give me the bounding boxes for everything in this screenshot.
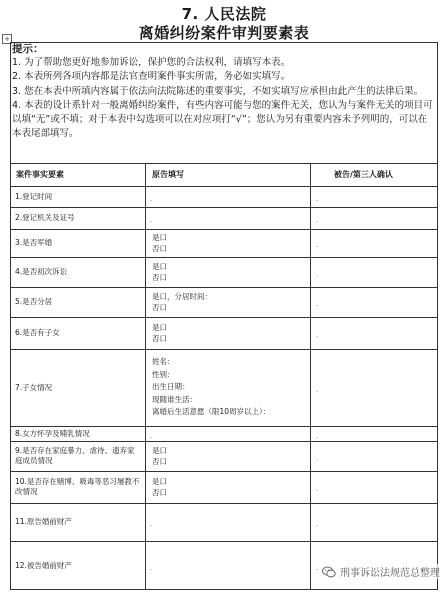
row-divider	[10, 441, 438, 442]
form-title: 离婚纠纷案件审判要素表	[138, 24, 310, 42]
answer-option[interactable]: 现随谁生活：	[152, 394, 197, 404]
confirm-field[interactable]: .	[316, 485, 319, 493]
answer-option[interactable]: 是口，分居时间：	[152, 292, 212, 301]
column-divider	[310, 163, 311, 590]
row-label: 1.登记时间	[15, 191, 53, 201]
column-header: 被告/第三人确认	[334, 170, 393, 179]
notes-section	[12, 42, 436, 162]
answer-option[interactable]: 否口	[152, 457, 167, 466]
row-divider	[10, 503, 438, 504]
answer-option[interactable]: 离婚后生活意愿（限10周岁以上）：	[152, 407, 271, 417]
answer-field[interactable]: .	[150, 194, 153, 203]
row-divider	[10, 257, 438, 258]
row-label: 7.子女情况	[15, 382, 53, 392]
row-label: 4.是否初次诉讼	[15, 267, 68, 276]
confirm-field[interactable]: .	[316, 520, 319, 528]
answer-option[interactable]: 是口	[152, 477, 167, 486]
answer-field[interactable]: .	[150, 520, 153, 528]
row-label: 11.原告婚前财产	[15, 517, 72, 526]
note-item: 4. 本表的设计系针对一般离婚纠纷案件，有些内容可能与您的案件无关，您认为与案件无关的项目可以填“无”或不填；对于本表中勾选项可以在对应项打“√”；您认为另有重要内容未予列明的，可以在本表尾部填写。	[12, 99, 433, 140]
note-item: 1. 为了帮助您更好地参加诉讼，保护您的合法权利，请填写本表。	[12, 57, 291, 68]
row-divider	[10, 186, 438, 187]
answer-option[interactable]: 出生日期：	[152, 382, 190, 392]
confirm-field[interactable]: .	[316, 385, 319, 394]
answer-option[interactable]: 是口	[152, 446, 167, 455]
notes-hint: 提示：	[12, 43, 44, 55]
answer-option[interactable]: 是口	[152, 233, 167, 242]
note-item: 2. 本表所列各项内容都是法官查明案件事实所需，务必如实填写。	[12, 71, 291, 83]
column-divider	[145, 163, 146, 590]
row-label: 6.是否有子女	[15, 328, 60, 337]
confirm-field[interactable]: .	[316, 194, 319, 203]
answer-field[interactable]: .	[150, 563, 153, 572]
answer-field[interactable]: .	[150, 431, 153, 440]
confirm-field[interactable]: .	[316, 241, 319, 249]
row-divider	[10, 349, 438, 350]
answer-option[interactable]: 是口	[152, 323, 167, 332]
confirm-field[interactable]: .	[316, 563, 319, 572]
answer-option[interactable]: 否口	[152, 244, 167, 253]
row-divider	[10, 163, 438, 164]
answer-field[interactable]: .	[150, 216, 153, 224]
row-label: 10.是否存在赌博、吸毒等恶习屡教不改情况	[15, 477, 140, 496]
watermark	[322, 564, 440, 579]
row-divider	[10, 207, 438, 208]
court-title: 7. 人民法院	[181, 5, 267, 23]
watermark-text: 刑事诉讼法规范总整理	[340, 568, 440, 579]
answer-option[interactable]: 否口	[152, 488, 167, 497]
row-label: 9.是否存在家庭暴力、虐待、遗弃家庭成员情况	[15, 446, 135, 465]
row-divider	[10, 317, 438, 318]
answer-option[interactable]: 否口	[152, 303, 167, 312]
confirm-field[interactable]: .	[316, 331, 319, 339]
note-item: 3. 您在本表中所填内容属于依法向法院陈述的重要事实，不如实填写应承担由此产生的法律后果。	[12, 85, 424, 97]
row-label: 5.是否分居	[15, 297, 53, 306]
column-header: 原告填写	[152, 170, 184, 179]
row-divider	[10, 287, 438, 288]
answer-option[interactable]: 否口	[152, 273, 167, 282]
answer-option[interactable]: 是口	[152, 262, 167, 271]
row-label: 8.女方怀孕及哺乳情况	[15, 428, 90, 438]
confirm-field[interactable]: .	[316, 431, 319, 440]
row-label: 2.登记机关及证号	[15, 213, 75, 222]
table-move-handle-icon[interactable]: +	[2, 34, 12, 44]
row-divider	[10, 471, 438, 472]
row-divider	[10, 541, 438, 542]
wechat-icon	[322, 566, 336, 578]
row-label: 3.是否军婚	[15, 238, 53, 247]
confirm-field[interactable]: .	[316, 270, 319, 278]
answer-option[interactable]: 性别：	[152, 369, 175, 379]
confirm-field[interactable]: .	[316, 300, 319, 308]
answer-option[interactable]: 否口	[152, 334, 167, 343]
confirm-field[interactable]: .	[316, 454, 319, 462]
confirm-field[interactable]: .	[316, 216, 319, 224]
answer-option[interactable]: 姓名：	[152, 357, 175, 367]
row-divider	[10, 426, 438, 427]
column-header: 案件事实要素	[16, 170, 64, 179]
row-divider	[10, 229, 438, 230]
row-label: 12.被告婚前财产	[15, 560, 72, 570]
